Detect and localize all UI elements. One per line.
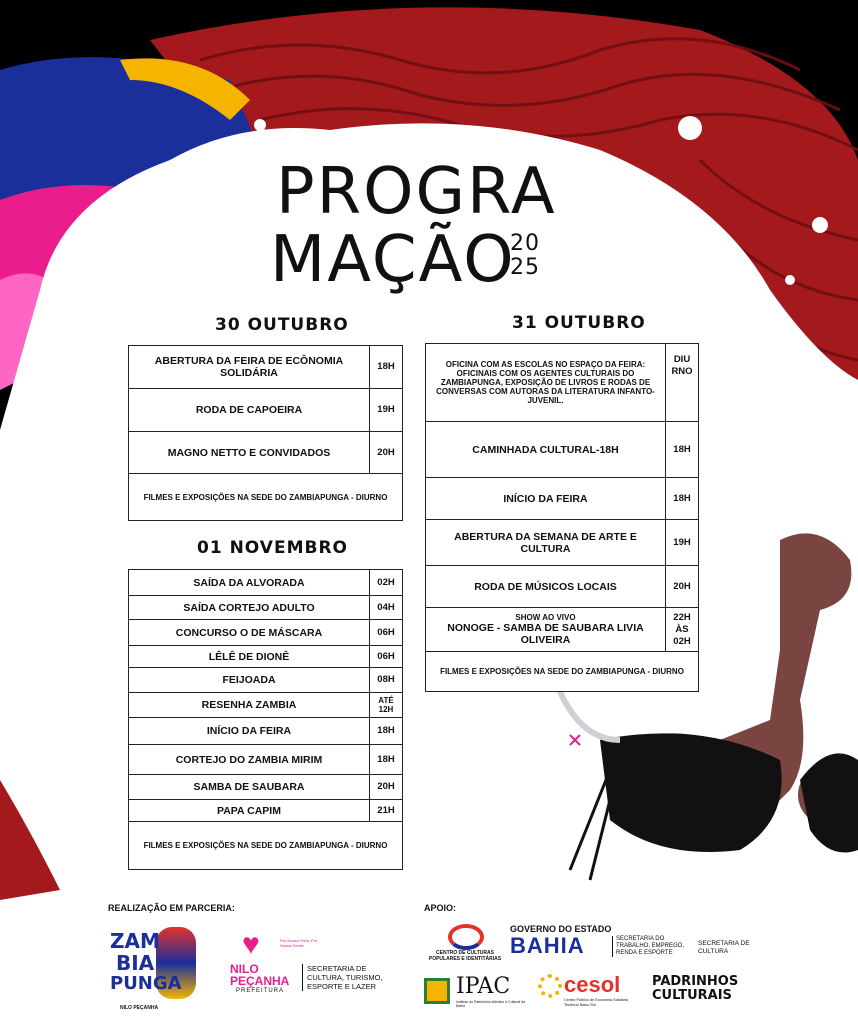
table-row [129, 822, 403, 870]
time-cell: 20H [370, 775, 403, 800]
table-row [129, 646, 403, 668]
footer-cell: FILMES E EXPOSIÇÕES NA SEDE DO ZAMBIAPUNGA - DIURNO [426, 652, 699, 692]
table-row [129, 620, 403, 646]
day2-schedule [425, 343, 699, 692]
year-top: 20 [510, 231, 540, 256]
table-row [426, 422, 699, 478]
cesol-text: cesol [564, 972, 621, 997]
centro-culturas-logo [424, 924, 504, 964]
nilo-sub: PREFEITURA [236, 988, 285, 994]
ipac-icon [424, 978, 450, 1004]
nilo-tagline: Por Nossa Terra, Por Nossa Gente! [280, 938, 318, 948]
event-subtitle: SHOW AO VIVO [515, 613, 576, 622]
event-cell: CONCURSO O DE MÁSCARA [129, 620, 370, 646]
table-row [129, 432, 403, 474]
day3-schedule [128, 569, 403, 870]
table-row [426, 566, 699, 608]
time-cell: 06H [370, 620, 403, 646]
bahia-text: BAHIA [510, 933, 585, 958]
time-cell: 19H [370, 389, 403, 432]
table-row [426, 344, 699, 422]
heart-icon: ♥ [242, 928, 260, 961]
event-cell: LÊLÊ DE DIONÊ [129, 646, 370, 668]
day1-schedule [128, 345, 403, 521]
event-cell: SAMBA DE SAUBARA [129, 775, 370, 800]
table-row [129, 346, 403, 389]
event-cell: CAMINHADA CULTURAL-18H [426, 422, 666, 478]
table-row [129, 668, 403, 693]
year-bottom: 25 [510, 255, 540, 280]
event-cell: ABERTURA DA FEIRA DE ECÔNOMIA SOLIDÁRIA [129, 346, 370, 389]
cesol-sun-icon [538, 974, 562, 998]
time-cell: 02H [370, 570, 403, 596]
zambia-logo-line-3: PUNGA [110, 973, 182, 994]
nilo-secretaria: SECRETARIA DE CULTURA, TURISMO, ESPORTE E LAZER [302, 964, 391, 991]
event-cell [426, 608, 666, 652]
event-cell: INÍCIO DA FEIRA [129, 718, 370, 745]
ipac-text: IPAC [456, 974, 511, 999]
time-cell: 18H [370, 718, 403, 745]
time-cell: 20H [666, 566, 699, 608]
table-row [426, 478, 699, 520]
event-cell: SAÍDA CORTEJO ADULTO [129, 596, 370, 620]
realizacao-label: REALIZAÇÃO EM PARCERIA: [108, 903, 235, 913]
cesol-sub: Centro Público de Economia Solidária Território Baixo Sul [564, 998, 628, 1007]
nilo-pecanha-logo [222, 928, 318, 1000]
centro-culturas-text: CENTRO DE CULTURAS POPULARES E IDENTITÁRIAS [428, 950, 502, 962]
table-row [129, 389, 403, 432]
time-cell: 18H [370, 346, 403, 389]
governo-bahia-logo [510, 924, 620, 960]
zambia-logo-line-1: ZAM [110, 929, 160, 953]
time-cell: ATÉ 12H [370, 693, 403, 718]
day2-heading: 31 OUTUBRO [512, 313, 646, 333]
table-row [426, 652, 699, 692]
table-row [426, 608, 699, 652]
ipac-logo [424, 974, 524, 1010]
time-cell: 21H [370, 800, 403, 822]
footer-cell: FILMES E EXPOSIÇÕES NA SEDE DO ZAMBIAPUNGA - DIURNO [129, 474, 403, 521]
title-line-2: MAÇÃO [270, 223, 516, 297]
event-cell: CORTEJO DO ZAMBIA MIRIM [129, 745, 370, 775]
table-row [426, 520, 699, 566]
zambia-logo-sub: NILO PEÇANHA [120, 1005, 159, 1011]
time-cell: 18H [370, 745, 403, 775]
table-row [129, 800, 403, 822]
time-cell: 18H [666, 422, 699, 478]
governo-text: GOVERNO DO ESTADO [510, 924, 612, 934]
apoio-label: APOIO: [424, 903, 457, 913]
event-cell: RESENHA ZAMBIA [129, 693, 370, 718]
ipac-sub: Instituto do Patrimônio Artístico e Cultural da Bahia [456, 1000, 526, 1008]
event-cell: MAGNO NETTO E CONVIDADOS [129, 432, 370, 474]
day3-heading: 01 NOVEMBRO [197, 538, 348, 558]
nilo-logo-line-2: PEÇANHA [230, 974, 290, 988]
event-cell: INÍCIO DA FEIRA [426, 478, 666, 520]
day1-heading: 30 OUTUBRO [215, 315, 349, 335]
padrinhos-culturais: PADRINHOS CULTURAIS [652, 974, 739, 1003]
swirl-icon [448, 924, 484, 950]
event-cell: PAPA CAPIM [129, 800, 370, 822]
table-row [129, 474, 403, 521]
time-cell: DIU RNO [666, 344, 699, 422]
zambia-logo-line-2: BIA [116, 951, 155, 975]
table-row [129, 693, 403, 718]
event-cell: SAÍDA DA ALVORADA [129, 570, 370, 596]
table-row [129, 570, 403, 596]
title-year [510, 232, 540, 280]
event-cell: OFICINA COM AS ESCOLAS NO ESPAÇO DA FEIRA: OFICINAIS COM OS AGENTES CULTURAIS DO ZAMBIAPUNGA, EXPOSIÇÃO DE LIVROS E RODAS DE CONVERSAS COM AUTORAS DA LITERATURA INFANTO-JUVENIL. [426, 344, 666, 422]
cesol-logo [538, 972, 638, 1008]
nilo-logo-line-1: NILO [230, 962, 259, 976]
table-row [129, 718, 403, 745]
time-cell: 04H [370, 596, 403, 620]
event-cell: RODA DE MÚSICOS LOCAIS [426, 566, 666, 608]
title-line-1: PROGRA [276, 155, 557, 229]
time-cell: 18H [666, 478, 699, 520]
event-cell: ABERTURA DA SEMANA DE ARTE E CULTURA [426, 520, 666, 566]
event-cell: FEIJOADA [129, 668, 370, 693]
sec-cultura: SECRETARIA DE CULTURA [698, 940, 750, 955]
event-title: NONOGE - SAMBA DE SAUBARA LIVIA OLIVEIRA [447, 622, 644, 646]
table-row [129, 596, 403, 620]
time-cell: 06H [370, 646, 403, 668]
event-cell: RODA DE CAPOEIRA [129, 389, 370, 432]
footer-cell: FILMES E EXPOSIÇÕES NA SEDE DO ZAMBIAPUNGA - DIURNO [129, 822, 403, 870]
zambiapunga-logo [110, 925, 200, 1015]
sec-trabalho: SECRETARIA DO TRABALHO, EMPREGO, RENDA E ESPORTE [612, 936, 696, 957]
time-cell: 20H [370, 432, 403, 474]
time-cell: 22H ÀS 02H [666, 608, 699, 652]
table-row [129, 775, 403, 800]
table-row [129, 745, 403, 775]
time-cell: 19H [666, 520, 699, 566]
time-cell: 08H [370, 668, 403, 693]
